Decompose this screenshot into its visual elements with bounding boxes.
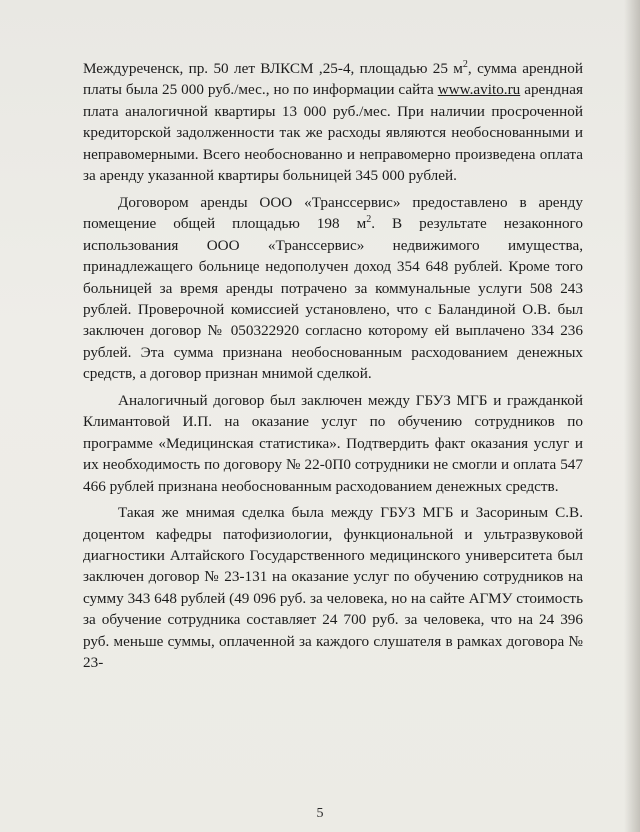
paragraph-text: арендная плата аналогичной квартиры 13 000 руб./мес. При наличии просроченной кредиторской задолженности так же расходы являются необоснованными и неправомерными. Всего необоснованно и неправомерно произведена оплата за аренду указанной квартиры больницей 345 000 рублей.: [83, 81, 583, 185]
document-body: [83, 58, 583, 674]
paragraph-text: , сумма арендной платы была 25 000 руб./мес., но по информации сайта: [83, 60, 583, 99]
paragraph-p3: [83, 390, 583, 497]
paragraph-p2: [83, 192, 583, 385]
paragraph-text: Договором аренды ООО «Транссервис» предоставлено в аренду помещение общей площадью 198 м: [83, 193, 583, 233]
website-link[interactable]: www.avito.ru: [437, 81, 521, 99]
superscript-text: 2: [462, 58, 468, 70]
paragraph-text: Такая же мнимая сделка была между ГБУЗ МГБ и Засориным С.В. доцентом кафедры патофизиологии, функциональной и ультразвуковой диагностики Алтайского Государственного медицинского университета был заключен договор № 23-131 на оказание услуг по обучению сотрудников на сумму 343 648 рублей (49 096 руб. за человека, но на сайте АГМУ стоимость за обучение сотрудника составляет 24 700 руб. за человека, что на 24 396 руб. меньше суммы, оплаченной за каждого слушателя в рамках договора № 23-: [83, 504, 583, 672]
paragraph-text: Междуреченск, пр. 50 лет ВЛКСМ ,25-4, площадью 25 м: [83, 60, 463, 77]
paragraph-text: . В результате незаконного использования ООО «Транссервис» недвижимого имущества, принадлежащего больнице недополучен доход 354 648 рублей. Кроме того больницей за время аренды потрачено за коммунальные услуги 508 243 рублей. Проверочной комиссией установлено, что с Баландиной О.В. был заключен договор № 050322920 согласно которому ей выплачено 334 236 рублей. Эта сумма признана необоснованным расходованием денежных средств, а договор признан мнимой сделкой.: [83, 215, 583, 383]
superscript-text: 2: [366, 214, 372, 226]
page-edge-shadow: [624, 0, 640, 832]
page-number: 5: [316, 806, 324, 821]
paragraph-p1: [83, 58, 583, 187]
paragraph-p4: [83, 502, 583, 674]
paragraph-text: Аналогичный договор был заключен между ГБУЗ МГБ и гражданкой Климантовой И.П. на оказание услуг по обучению сотрудников по программе «Медицинская статистика». Подтвердить факт оказания услуг и их необходимость по договору № 22-0П0 сотрудники не смогли и оплата 547 466 рублей признана необоснованным расходованием денежных средств.: [83, 391, 583, 495]
